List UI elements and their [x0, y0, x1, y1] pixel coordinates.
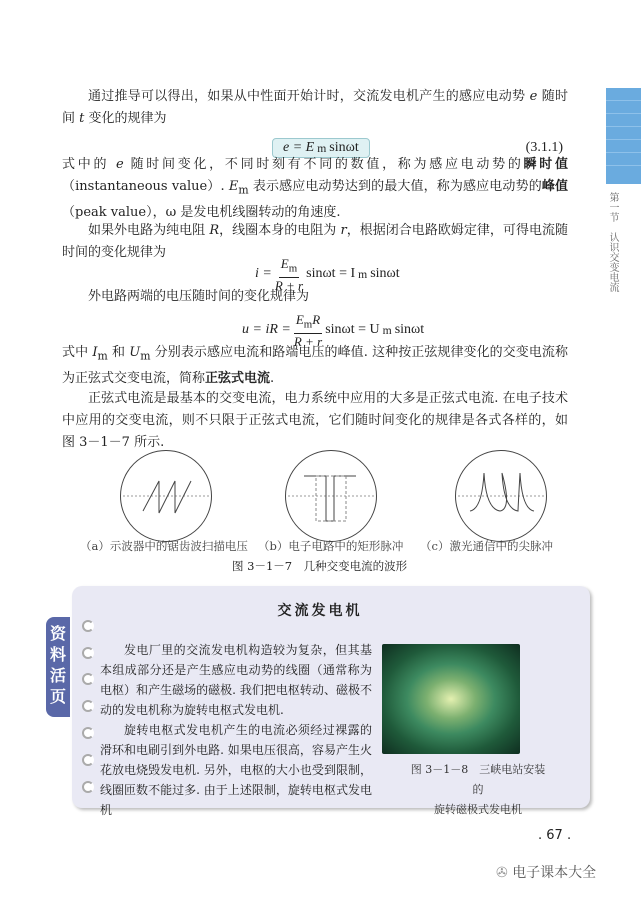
photo-caption: 图 3－1－8 三峡电站安装的 旋转磁极式发电机 [410, 763, 546, 816]
figure-caption-a: （a）示波器中的锯齿波扫描电压 [80, 539, 248, 553]
info-box-tab: 资料活页 [46, 617, 70, 717]
rectangular-pulse-figure [285, 450, 377, 542]
paragraph-5: 式中 $I_m$ 和 $U_m$ 分别表示感应电流和路端电压的峰值. 这种按正弦规律变化的交变电流称为正弦式交变电流，简称正弦式电流. [62, 345, 569, 386]
section-label: 第一节 认识交变电流 [607, 192, 618, 292]
info-box-text: 发电厂里的交流发电机构造较为复杂，但其基本组成部分还是产生感应电动势的线圈（通常称为电枢）和产生磁场的磁极. 我们把电枢转动、磁极不动的发电机称为旋转电枢式发电机. 旋转电枢式发电机产生的电流必须经过裸露的滑环和电刷引到外电路. 如果电压很高，容易产生火花放电烧毁发电机. 另外，电枢的大小也受到限制，线圈匝数不能过多. 由于上述限制，旋转电枢式发电机 [100, 643, 372, 817]
binder-ring [82, 620, 94, 632]
page-number: . 67 . [538, 828, 572, 843]
paragraph-6: 正弦式电流是最基本的交变电流，电力系统中应用的大多是正弦式电流. 在电子技术中应用的交变电流，则不只限于正弦式电流，它们随时间变化的规律是各式各样的，如图 3－1－7 所示. [62, 391, 568, 450]
equation-current: i = $\frac{E_m}{R + r}$ sinωt = I m sinωt [255, 256, 400, 293]
spike-pulse-figure [455, 450, 547, 542]
sawtooth-wave-icon [121, 451, 211, 541]
rectangular-pulse-icon [286, 451, 376, 541]
binder-ring [82, 754, 94, 766]
paragraph-3: 如果外电路为纯电阻 R，线圈本身的电阻为 r，根据闭合电路欧姆定律，可得电流随时间的变化规律为 [62, 223, 568, 260]
equation-number: (3.1.1) [525, 140, 563, 155]
figure-title: 图 3－1－7 几种交变电流的波形 [232, 559, 408, 573]
wechat-icon: ✇ [496, 865, 513, 881]
sawtooth-wave-figure [120, 450, 212, 542]
equation-3-1-1: e = E m sinωt [272, 138, 370, 158]
chapter-side-tab [606, 88, 641, 184]
binder-ring [82, 700, 94, 712]
paragraph-2: 式中的 e 随时间变化，不同时刻有不同的数值，称为感应电动势的瞬时值（instantaneous value）. $E_m$ 表示感应电动势达到的最大值，称为感应电动势的峰值（peak value），ω 是发电机线圈转动的角速度. [62, 157, 568, 220]
figure-caption-c: （c）激光通信中的尖脉冲 [420, 539, 553, 553]
equation-voltage: u = iR = $\frac{E_mR}{R + r}$ sinωt = U m sinωt [242, 312, 425, 349]
watermark: ✇ 电子课本大全 [496, 865, 597, 881]
generator-photo [382, 644, 520, 754]
binder-ring [82, 727, 94, 739]
binder-ring [82, 673, 94, 685]
figure-caption-b: （b）电子电路中的矩形脉冲 [258, 539, 404, 553]
binder-ring [82, 781, 94, 793]
binder-ring [82, 647, 94, 659]
info-box-title: 交流发电机 [277, 603, 363, 619]
spike-pulse-icon [456, 451, 546, 541]
paragraph-4: 外电路两端的电压随时间的变化规律为 [88, 289, 310, 304]
paragraph-1: 通过推导可以得出，如果从中性面开始计时，交流发电机产生的感应电动势 e 随时间 t 变化的规律为 [62, 89, 568, 126]
